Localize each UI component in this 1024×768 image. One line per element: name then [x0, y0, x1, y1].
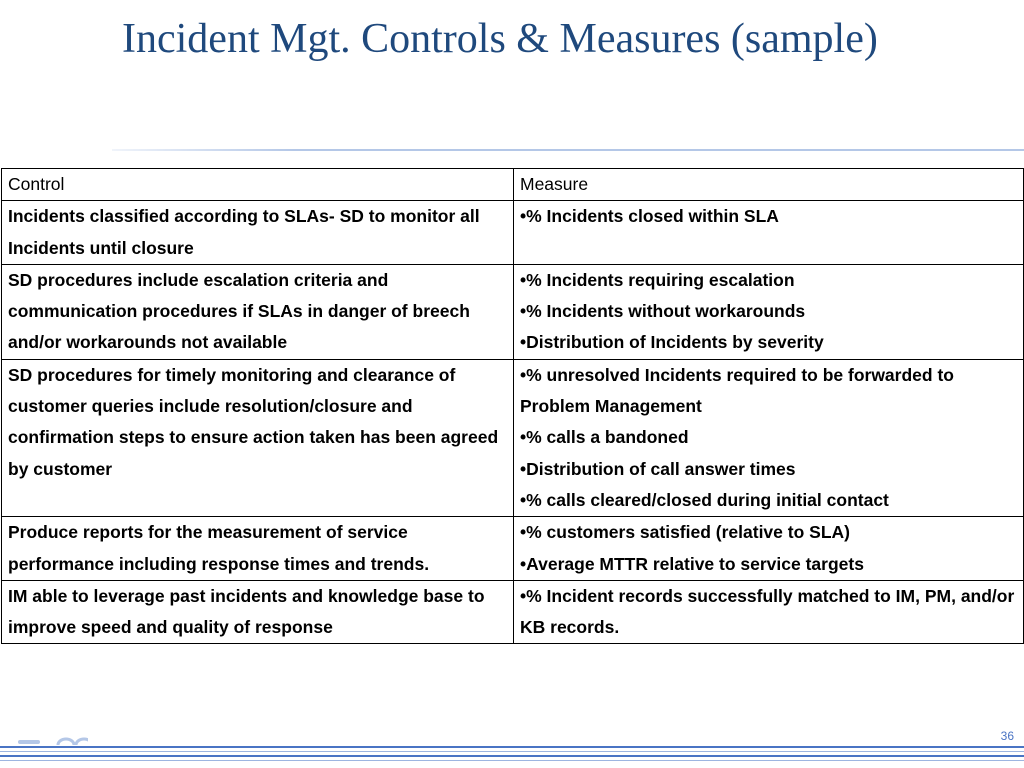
column-header-control: Control	[2, 169, 514, 201]
measure-item: •% calls a bandoned	[520, 427, 689, 448]
measure-cell	[514, 264, 1024, 359]
footer-rule	[0, 746, 1024, 748]
control-cell: SD procedures include escalation criteria and communication procedures if SLAs in danger of breech and/or workarounds not available	[2, 264, 514, 359]
measure-item: •Distribution of Incidents by severity	[520, 332, 824, 353]
controls-measures-table	[1, 168, 1024, 644]
table-row	[2, 264, 1024, 359]
measure-item: •% Incident records successfully matched to IM, PM, and/or KB records.	[520, 585, 1015, 638]
control-cell: Incidents classified according to SLAs- SD to monitor all Incidents until closure	[2, 201, 514, 265]
measure-item: •% Incidents without workarounds	[520, 301, 806, 322]
table-row	[2, 517, 1024, 581]
footer-rule	[0, 751, 1024, 752]
measure-item: •% Incidents closed within SLA	[520, 206, 779, 227]
measure-item: •Average MTTR relative to service targets	[520, 553, 864, 574]
measure-item: •% calls cleared/closed during initial contact	[520, 489, 889, 510]
measure-cell	[514, 517, 1024, 581]
table-row	[2, 359, 1024, 516]
page-number: 36	[1000, 729, 1014, 743]
slide-title: Incident Mgt. Controls & Measures (sample)	[122, 16, 878, 62]
footer-rules	[0, 744, 1024, 768]
footer-rule	[0, 760, 1024, 761]
control-cell: Produce reports for the measurement of service performance including response times and trends.	[2, 517, 514, 581]
measure-item: •Distribution of call answer times	[520, 458, 796, 479]
column-header-measure: Measure	[514, 169, 1024, 201]
measure-cell	[514, 201, 1024, 265]
control-cell: IM able to leverage past incidents and knowledge base to improve speed and quality of response	[2, 580, 514, 644]
control-cell: SD procedures for timely monitoring and clearance of customer queries include resolution/closure and confirmation steps to ensure action taken has been agreed by customer	[2, 359, 514, 516]
measure-item: •% customers satisfied (relative to SLA)	[520, 522, 850, 543]
table-header-row	[2, 169, 1024, 201]
table-row	[2, 580, 1024, 644]
measure-cell	[514, 580, 1024, 644]
title-divider	[112, 149, 1024, 151]
measure-cell	[514, 359, 1024, 516]
measure-item: •% unresolved Incidents required to be forwarded to Problem Management	[520, 364, 954, 417]
footer-rule	[0, 755, 1024, 757]
measure-item: •% Incidents requiring escalation	[520, 269, 795, 290]
table-row	[2, 201, 1024, 265]
